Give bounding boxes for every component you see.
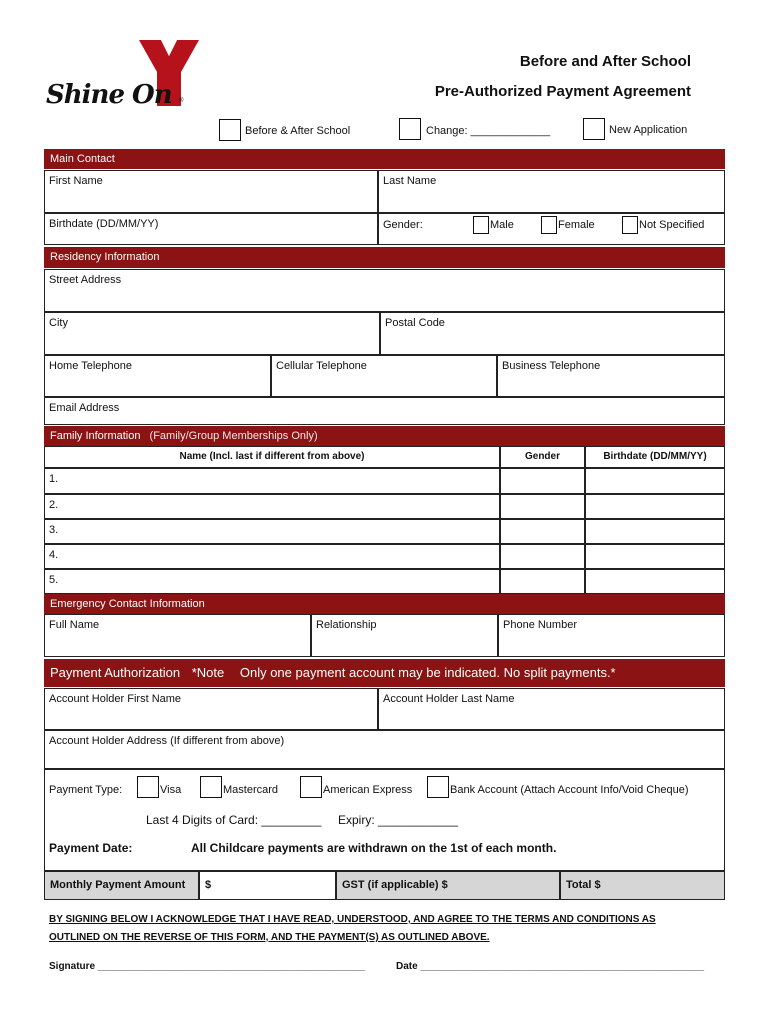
emergency-phone-field[interactable]: Phone Number <box>498 614 725 657</box>
date-field[interactable]: Date ___________________________________________________ <box>396 961 705 972</box>
family-row-gender[interactable] <box>500 569 585 594</box>
residency-header: Residency Information <box>44 247 725 268</box>
registered-mark: ® <box>179 98 184 104</box>
not-specified-label: Not Specified <box>639 219 705 231</box>
before-after-checkbox[interactable] <box>219 119 241 141</box>
monthly-payment-field[interactable]: $ <box>199 871 336 900</box>
total-field[interactable]: Total $ <box>560 871 725 900</box>
gender-label: Gender: <box>383 219 423 231</box>
payment-header-title: Payment Authorization <box>50 665 181 680</box>
email-address-field[interactable]: Email Address <box>44 397 725 425</box>
family-row-gender[interactable] <box>500 519 585 544</box>
family-row-birthdate[interactable] <box>585 544 725 569</box>
new-application-checkbox[interactable] <box>583 118 605 140</box>
gst-field[interactable]: GST (if applicable) $ <box>336 871 560 900</box>
family-row[interactable]: 1. <box>44 468 500 494</box>
female-label: Female <box>558 219 595 231</box>
family-header <box>44 426 725 446</box>
mastercard-checkbox[interactable] <box>200 776 222 798</box>
family-row[interactable]: 3. <box>44 519 500 544</box>
family-row[interactable]: 5. <box>44 569 500 594</box>
family-row-birthdate[interactable] <box>585 519 725 544</box>
male-label: Male <box>490 219 514 231</box>
last-name-field[interactable]: Last Name <box>378 170 725 213</box>
city-field[interactable]: City <box>44 312 380 355</box>
account-holder-last-field[interactable]: Account Holder Last Name <box>378 688 725 730</box>
not-specified-checkbox[interactable] <box>622 216 638 234</box>
family-header-title: Family Information <box>50 430 141 442</box>
account-holder-address-field[interactable]: Account Holder Address (If different from above) <box>44 730 725 769</box>
home-telephone-field[interactable]: Home Telephone <box>44 355 271 397</box>
form-subtitle: Pre-Authorized Payment Agreement <box>434 83 691 100</box>
payment-header <box>44 659 725 687</box>
new-application-label: New Application <box>609 124 688 136</box>
form-title: Before and After School <box>519 53 691 70</box>
emergency-full-name-field[interactable]: Full Name <box>44 614 311 657</box>
before-after-label: Before & After School <box>245 125 351 137</box>
monthly-payment-label: Monthly Payment Amount <box>44 871 199 900</box>
street-address-field[interactable]: Street Address <box>44 269 725 312</box>
family-header-subtitle: (Family/Group Memberships Only) <box>149 430 318 442</box>
mastercard-label: Mastercard <box>223 784 279 796</box>
family-row-birthdate[interactable] <box>585 494 725 519</box>
visa-checkbox[interactable] <box>137 776 159 798</box>
payment-date-text: All Childcare payments are withdrawn on the 1st of each month. <box>191 841 557 855</box>
expiry-field[interactable]: Expiry: ____________ <box>338 813 459 827</box>
family-row-gender[interactable] <box>500 544 585 569</box>
first-name-field[interactable]: First Name <box>44 170 378 213</box>
family-row-birthdate[interactable] <box>585 468 725 494</box>
cellular-telephone-field[interactable]: Cellular Telephone <box>271 355 497 397</box>
birthdate-field[interactable]: Birthdate (DD/MM/YY) <box>44 213 378 245</box>
family-row-gender[interactable] <box>500 494 585 519</box>
female-checkbox[interactable] <box>541 216 557 234</box>
account-holder-first-field[interactable]: Account Holder First Name <box>44 688 378 730</box>
bank-account-label: Bank Account (Attach Account Info/Void Cheque) <box>450 784 689 796</box>
emergency-relationship-field[interactable]: Relationship <box>311 614 498 657</box>
acknowledgement-line-2: OUTLINED ON THE REVERSE OF THIS FORM, AND THE PAYMENT(S) AS OUTLINED ABOVE. <box>49 932 490 943</box>
bank-account-checkbox[interactable] <box>427 776 449 798</box>
family-row-gender[interactable] <box>500 468 585 494</box>
payment-header-note: Only one payment account may be indicated. No split payments.* <box>239 665 616 680</box>
acknowledgement-line-1: BY SIGNING BELOW I ACKNOWLEDGE THAT I HAVE READ, UNDERSTOOD, AND AGREE TO THE TERMS AND CONDITIONS AS <box>49 914 656 925</box>
last-four-digits-field[interactable]: Last 4 Digits of Card: _________ <box>146 813 322 827</box>
payment-date-label: Payment Date: <box>49 841 133 855</box>
logo-script-text: Shine On <box>46 80 172 110</box>
male-checkbox[interactable] <box>473 216 489 234</box>
payment-header-note-label: *Note <box>191 665 225 680</box>
family-row-birthdate[interactable] <box>585 569 725 594</box>
family-col-gender: Gender <box>500 446 585 468</box>
amex-label: American Express <box>323 784 413 796</box>
signature-field[interactable]: Signature ________________________________________________ <box>49 961 365 972</box>
visa-label: Visa <box>160 784 182 796</box>
family-row[interactable]: 4. <box>44 544 500 569</box>
family-col-birthdate: Birthdate (DD/MM/YY) <box>585 446 725 468</box>
business-telephone-field[interactable]: Business Telephone <box>497 355 725 397</box>
ymca-logo <box>44 40 204 120</box>
change-label: Change: _____________ <box>426 125 551 137</box>
emergency-header: Emergency Contact Information <box>44 594 725 614</box>
payment-type-label: Payment Type: <box>49 784 123 796</box>
family-col-name: Name (Incl. last if different from above) <box>44 446 500 468</box>
postal-code-field[interactable]: Postal Code <box>380 312 725 355</box>
main-contact-header: Main Contact <box>44 149 725 169</box>
amex-checkbox[interactable] <box>300 776 322 798</box>
change-checkbox[interactable] <box>399 118 421 140</box>
family-row[interactable]: 2. <box>44 494 500 519</box>
